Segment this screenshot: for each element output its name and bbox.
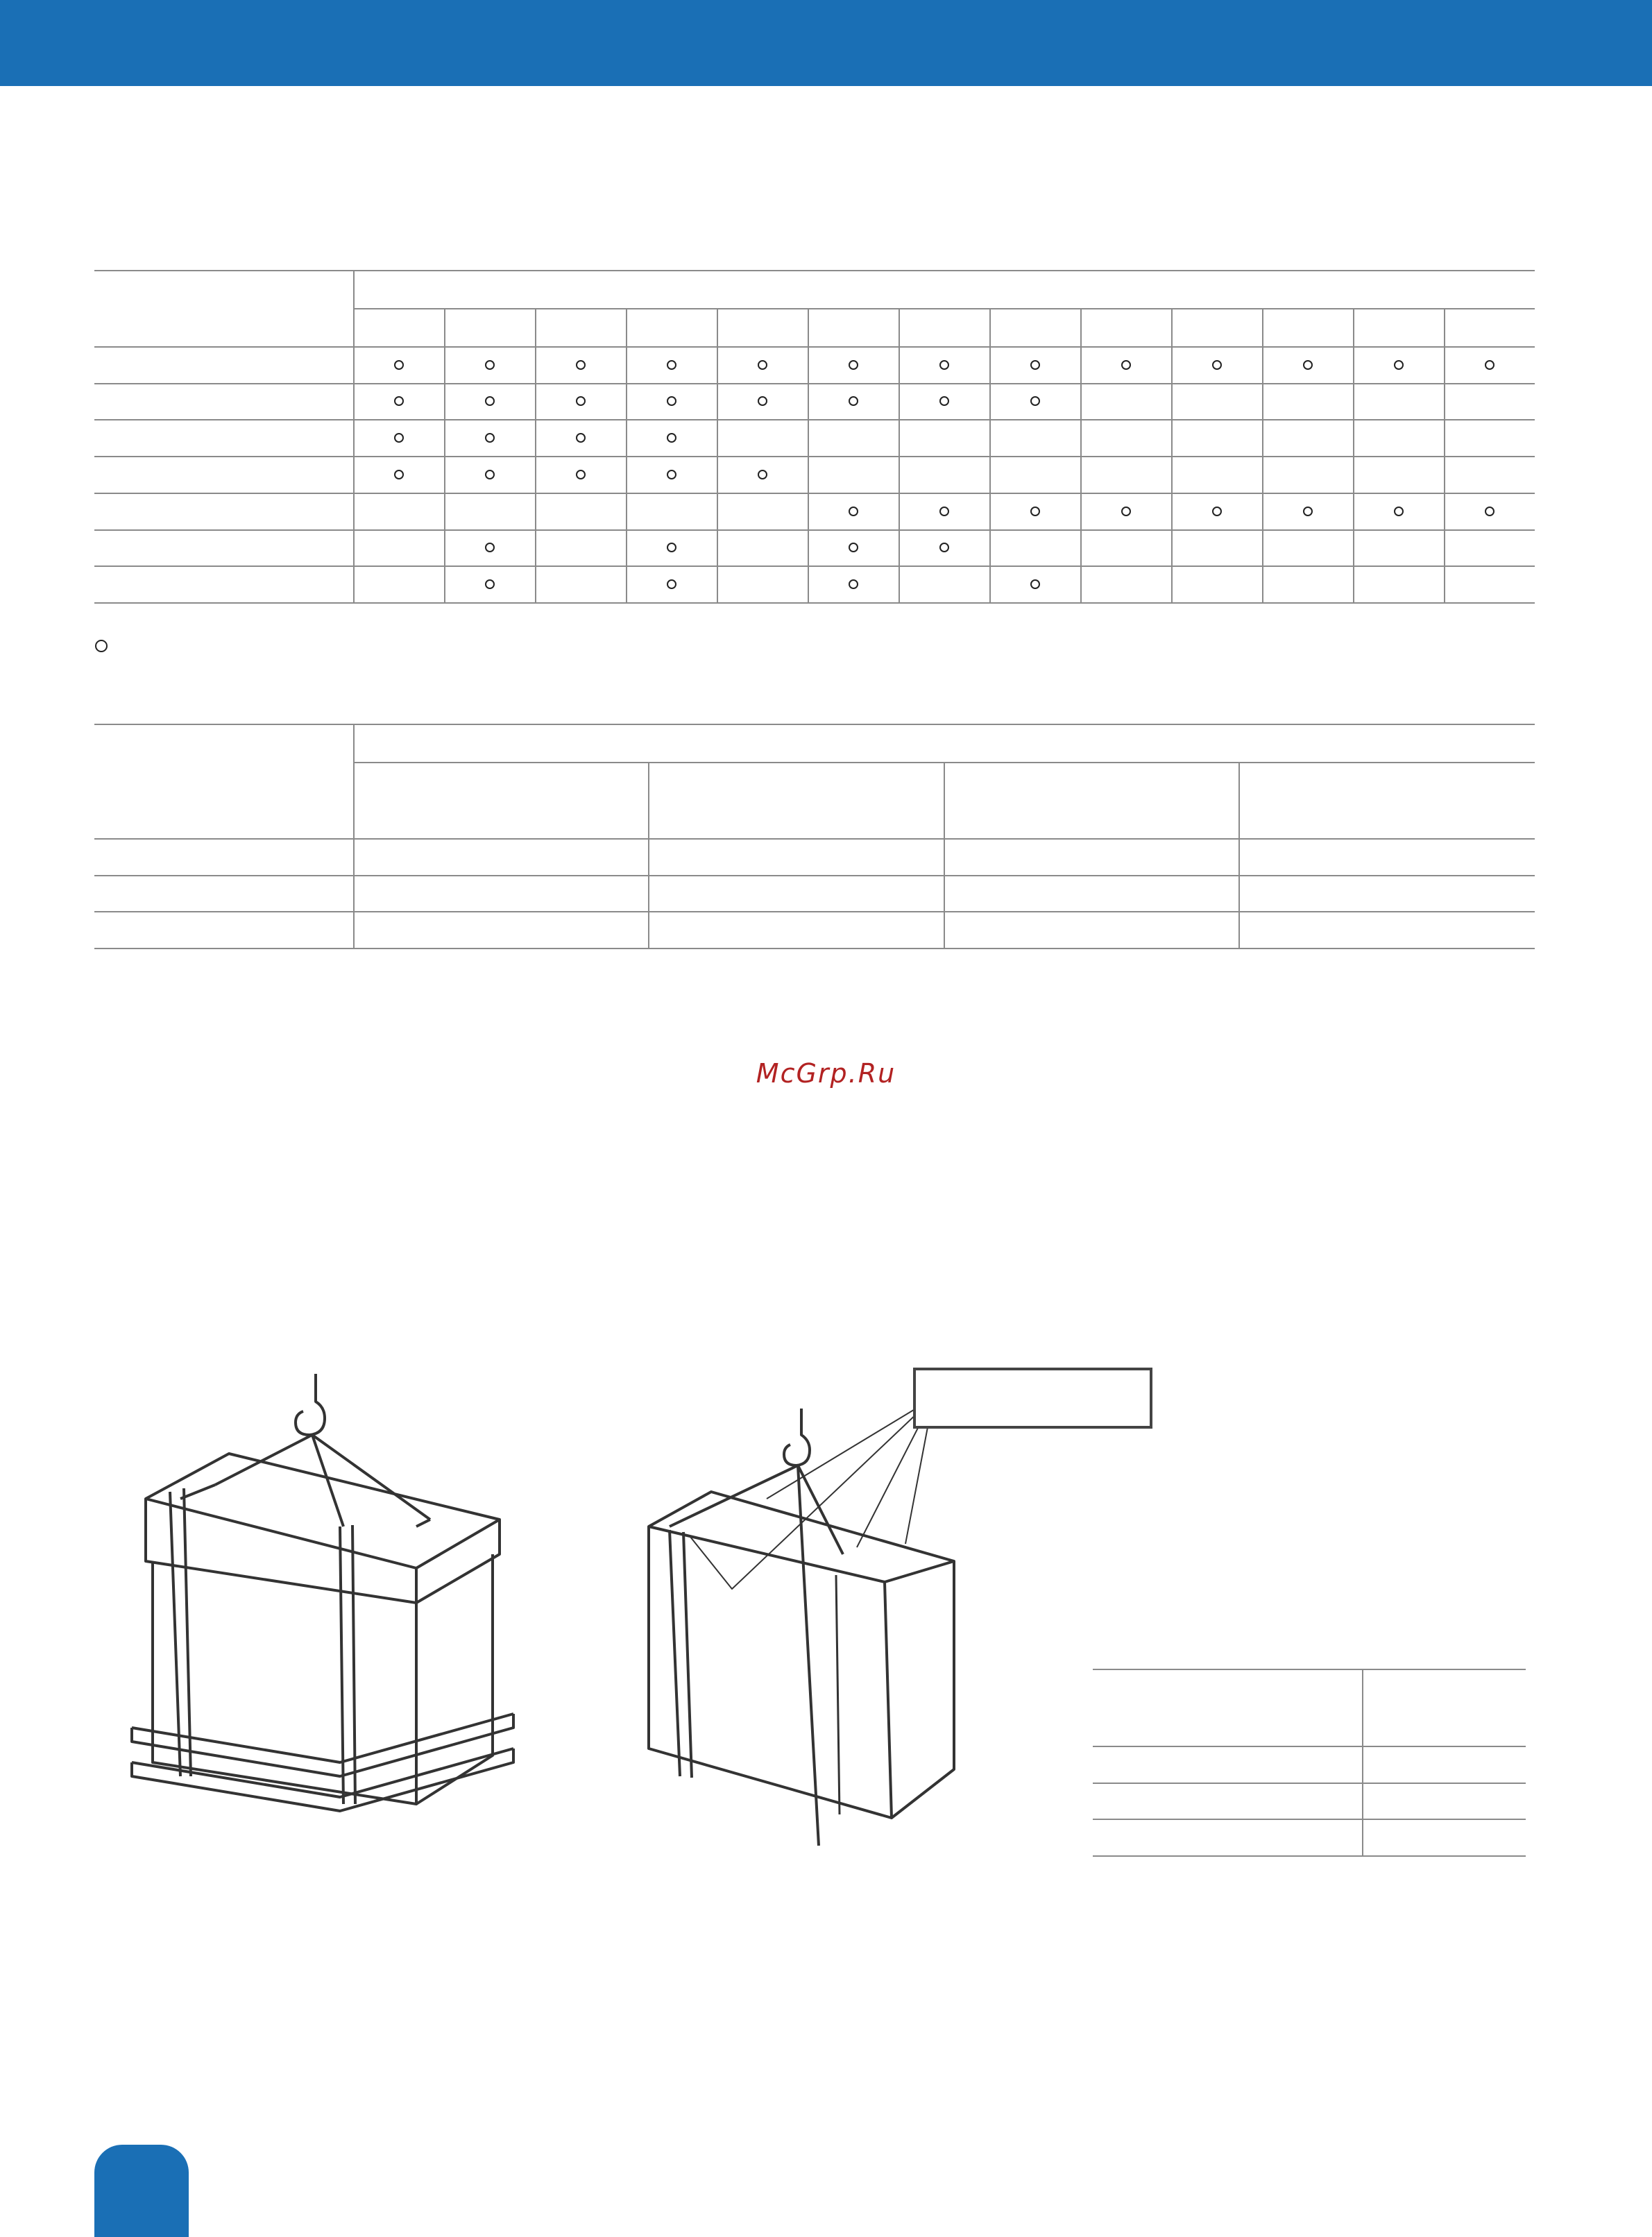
circle-mark-icon (1303, 360, 1313, 370)
circle-mark-icon (1212, 360, 1222, 370)
compat-column-divider (1444, 308, 1445, 603)
circle-mark-icon (1121, 360, 1131, 370)
circle-mark-icon (485, 396, 495, 406)
circle-mark-icon (667, 579, 676, 589)
compat-column-divider (1080, 308, 1082, 603)
circle-mark-icon (1394, 360, 1404, 370)
circle-mark-icon (1303, 507, 1313, 516)
circle-mark-icon (576, 470, 586, 479)
circle-mark-icon (1212, 507, 1222, 516)
circle-mark-icon (394, 360, 404, 370)
circle-mark-icon (576, 396, 586, 406)
circle-mark-icon (1485, 507, 1495, 516)
header-band (0, 0, 1652, 86)
circle-mark-icon (667, 543, 676, 552)
watermark-text: McGrp.Ru (756, 1058, 896, 1089)
circle-mark-icon (849, 396, 858, 406)
circle-mark-icon (485, 360, 495, 370)
circle-mark-icon (939, 360, 949, 370)
circle-mark-icon (758, 360, 767, 370)
compat-column-divider (717, 308, 718, 603)
circle-mark-icon (394, 433, 404, 443)
circle-mark-icon (758, 396, 767, 406)
circle-mark-icon (394, 396, 404, 406)
circle-mark-icon (485, 470, 495, 479)
circle-mark-icon (1485, 360, 1495, 370)
crate-lifting-illustration (104, 1353, 534, 1873)
circle-mark-icon (485, 543, 495, 552)
circle-mark-icon (939, 507, 949, 516)
circle-mark-icon (1030, 396, 1040, 406)
circle-mark-icon (394, 470, 404, 479)
compat-column-divider (535, 308, 536, 603)
circle-mark-icon (939, 396, 949, 406)
circle-mark-icon (1030, 507, 1040, 516)
unit-lifting-illustration (628, 1353, 982, 1866)
compat-column-divider (626, 308, 627, 603)
page-number-badge (94, 2145, 189, 2237)
circle-mark-icon (1030, 579, 1040, 589)
circle-mark-icon (576, 360, 586, 370)
circle-mark-icon (849, 360, 858, 370)
compat-column-divider (1262, 308, 1263, 603)
compat-column-divider (899, 308, 900, 603)
legend-circle-icon (95, 640, 108, 652)
circle-mark-icon (1030, 360, 1040, 370)
circle-mark-icon (667, 470, 676, 479)
circle-mark-icon (939, 543, 949, 552)
circle-mark-icon (667, 433, 676, 443)
circle-mark-icon (667, 360, 676, 370)
circle-mark-icon (758, 470, 767, 479)
circle-mark-icon (576, 433, 586, 443)
circle-mark-icon (1394, 507, 1404, 516)
circle-mark-icon (849, 543, 858, 552)
circle-mark-icon (849, 579, 858, 589)
compat-column-divider (808, 308, 809, 603)
circle-mark-icon (485, 579, 495, 589)
circle-mark-icon (667, 396, 676, 406)
circle-mark-icon (1121, 507, 1131, 516)
compat-column-divider (1353, 308, 1354, 603)
compat-column-divider (989, 308, 991, 603)
circle-mark-icon (485, 433, 495, 443)
compat-column-divider (1171, 308, 1173, 603)
circle-mark-icon (849, 507, 858, 516)
compat-column-divider (444, 308, 445, 603)
callout-label-box (913, 1368, 1152, 1429)
